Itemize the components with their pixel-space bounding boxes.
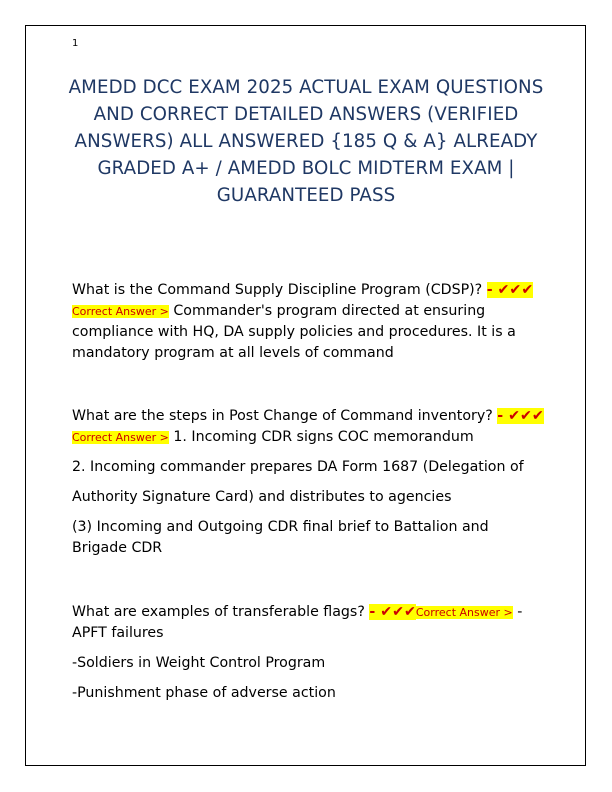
qa-line <box>72 427 542 448</box>
check-marks: - ✔✔✔ <box>486 282 534 298</box>
answer-line: Brigade CDR <box>72 540 163 556</box>
answer-line: 2. Incoming commander prepares DA Form 1687 (Delegation of <box>72 459 524 475</box>
spacer <box>72 508 542 517</box>
qa-item-1 <box>72 280 542 364</box>
correct-answer-label: Correct Answer > <box>415 606 513 619</box>
spacer <box>72 644 542 653</box>
question-text: What are examples of transferable flags? <box>72 604 365 620</box>
spacer <box>72 674 542 683</box>
answer-line: -Punishment phase of adverse action <box>72 685 336 701</box>
check-marks: - ✔✔✔ <box>369 604 416 620</box>
answer-line: (3) Incoming and Outgoing CDR final brief to Battalion and <box>72 519 489 535</box>
spacer <box>72 478 542 487</box>
answer-text: - <box>517 604 523 620</box>
answer-line: -Soldiers in Weight Control Program <box>72 655 326 671</box>
answer-line: APFT failures <box>72 625 164 641</box>
qa-item-3 <box>72 602 542 704</box>
correct-answer-label: Correct Answer > <box>72 431 169 444</box>
qa-item-2 <box>72 406 542 559</box>
page-number: 1 <box>72 38 79 49</box>
answer-text: Commander's program directed at ensuring <box>173 303 486 319</box>
question-text: What is the Command Supply Discipline Program (CDSP)? <box>72 282 483 298</box>
answer-text: 1. Incoming CDR signs COC memorandum <box>173 429 474 445</box>
qa-line <box>72 301 542 322</box>
correct-answer-label: Correct Answer > <box>72 305 169 318</box>
answer-line: compliance with HQ, DA supply policies and procedures. It is a <box>72 324 516 340</box>
qa-line <box>72 280 542 301</box>
document-title: AMEDD DCC EXAM 2025 ACTUAL EXAM QUESTIONS AND CORRECT DETAILED ANSWERS (VERIFIED ANSWERS) ALL ANSWERED {185 Q & A} ALREADY GRADED A+ / AMEDD BOLC MIDTERM EXAM | GUARANTEED PASS <box>68 77 544 206</box>
question-text: What are the steps in Post Change of Command inventory? <box>72 408 493 424</box>
qa-line <box>72 602 542 623</box>
check-marks: - ✔✔✔ <box>497 408 544 424</box>
answer-line: mandatory program at all levels of command <box>72 345 394 361</box>
qa-line <box>72 406 542 427</box>
answer-line: Authority Signature Card) and distributes to agencies <box>72 489 452 505</box>
spacer <box>72 448 542 457</box>
